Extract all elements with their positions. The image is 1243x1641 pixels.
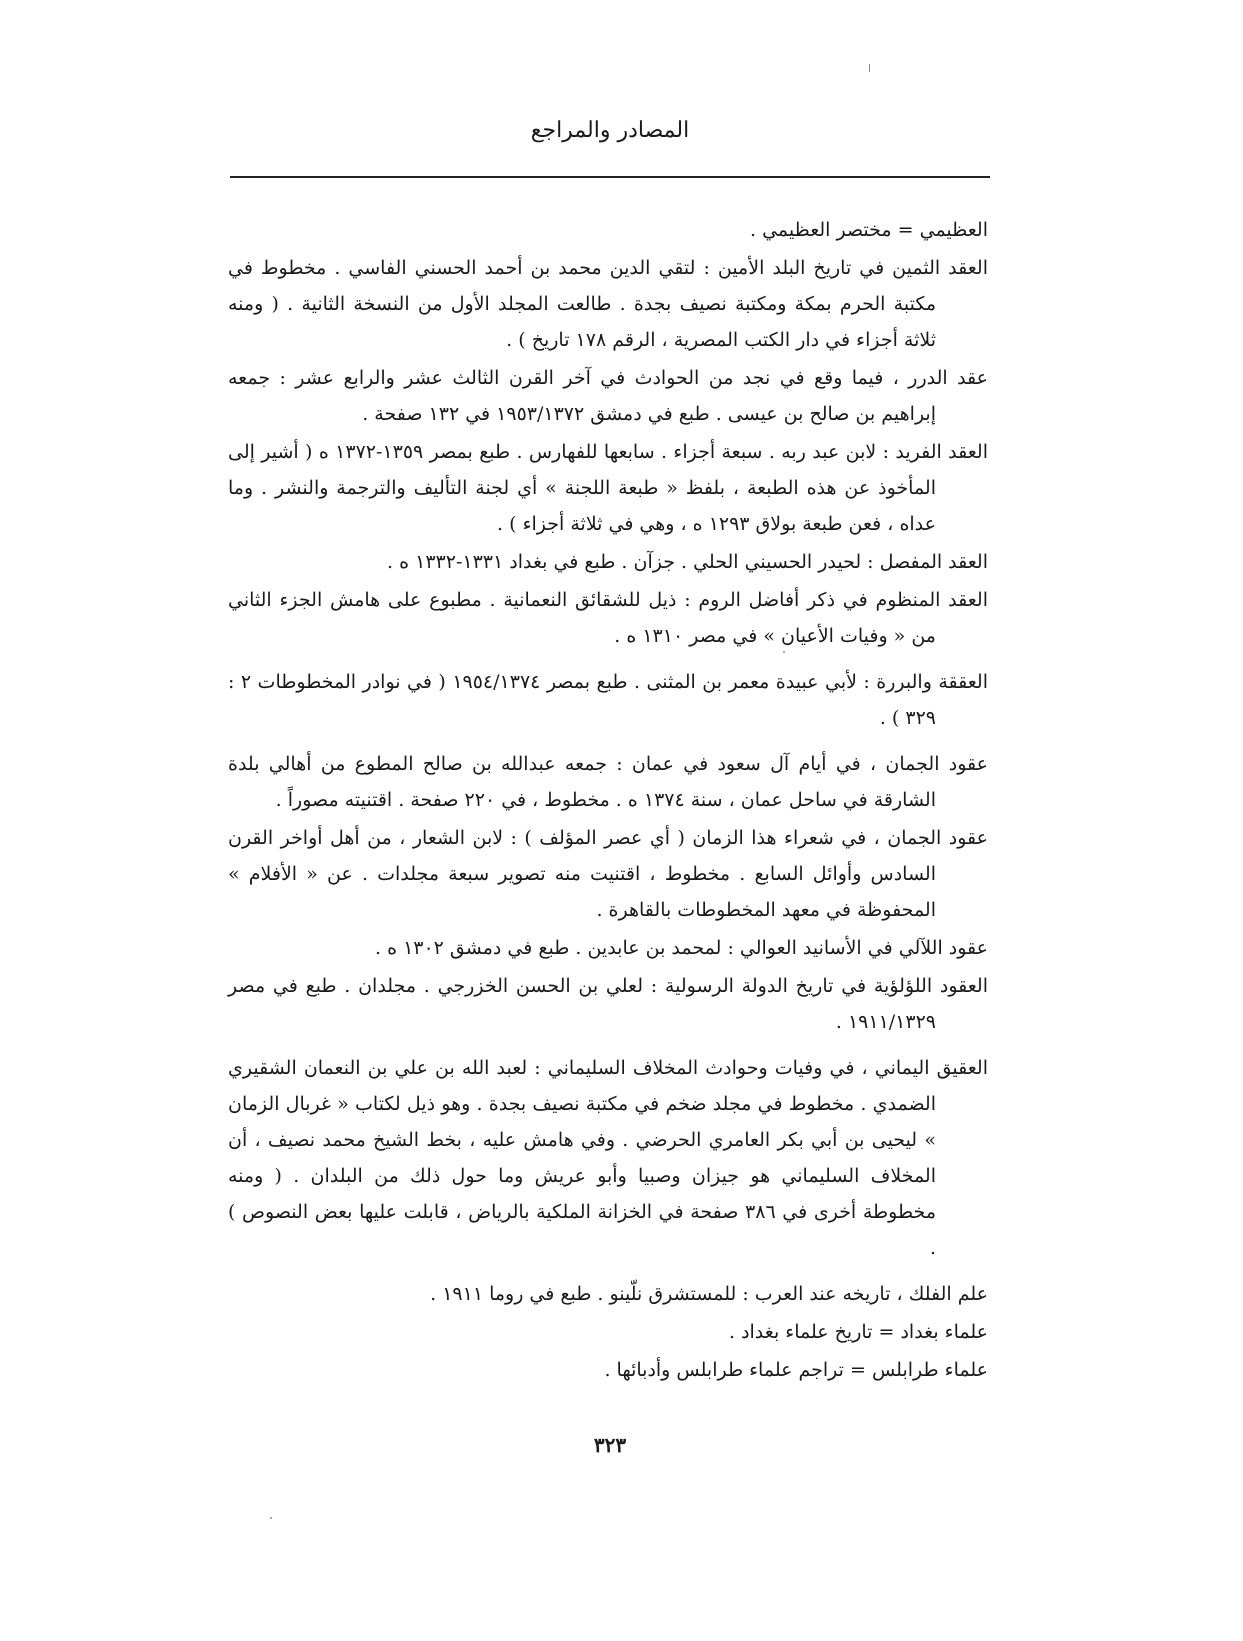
bibliography-entry-uqud-laali: عقود اللآلي في الأسانيد العوالي : لمحمد بن عابدين . طبع في دمشق ١٣٠٢ ه . [374,937,988,959]
bibliography-entry-iqd-thamin: العقد الثمين في تاريخ البلد الأمين : لتقي الدين محمد بن أحمد الحسني الفاسي . مخطوط في مكتبة الحرم بمكة ومكتبة نصيف بجدة . طالعت المجلد الأول من النسخة الثانية . ( ومنه ثلاثة أجزاء في دار الكتب المصرية ، الرقم ١٧٨ تاريخ ) . [228,257,988,351]
scan-speck [869,64,870,72]
bibliography-entry-iqd-durar: عقد الدرر ، فيما وقع في نجد من الحوادث في آخر القرن الثالث عشر والرابع عشر : جمعه إبراهيم بن صالح بن عيسى . طبع في دمشق ١٩٥٣/١٣٧٢ في ١٣٢ صفحة . [228,367,988,425]
bibliography-entry-uqud-juman-shuara: عقود الجمان ، في شعراء هذا الزمان ( أي عصر المؤلف ) : لابن الشعار ، من أهل أواخر القرن السادس وأوائل السابع . مخطوط ، اقتنيت منه تصوير سبعة مجلدات . عن « الأفلام » المحفوظة في معهد المخطوطات بالقاهرة . [228,827,988,921]
bibliography-entry-ulama-tarabulus: علماء طرابلس = تراجم علماء طرابلس وأدبائها . [604,1359,988,1381]
bibliography-entry-azimi: العظيمي = مختصر العظيمي . [749,219,988,241]
scan-speck [270,1517,272,1519]
bibliography-list [228,212,988,1390]
bibliography-entry-iqd-farid: العقد الفريد : لابن عبد ربه . سبعة أجزاء . سابعها للفهارس . طبع بمصر ١٣٥٩-١٣٧٢ ه ( أشير إلى المأخوذ عن هذه الطبعة ، بلفظ « طبعة اللجنة » أي لجنة التأليف والترجمة والنشر . وما عداه ، فعن طبعة بولاق ١٢٩٣ ه ، وهي في ثلاثة أجزاء ) . [228,441,988,535]
bibliography-entry-uqud-juman-saud: عقود الجمان ، في أيام آل سعود في عمان : جمعه عبدالله بن صالح المطوع من أهالي بلدة الشارقة في ساحل عمان ، سنة ١٣٧٤ ه . مخطوط ، في ٢٢٠ صفحة . اقتنيته مصوراً . [228,753,988,811]
bibliography-entry-ulama-baghdad: علماء بغداد = تاريخ علماء بغداد . [728,1321,988,1343]
bibliography-entry-aqiq-yamani: العقيق اليماني ، في وفيات وحوادث المخلاف السليماني : لعبد الله بن علي بن النعمان الشقيري الضمدي . مخطوط في مجلد ضخم في مكتبة نصيف بجدة . وهو ذيل لكتاب « غربال الزمان » ليحيى بن أبي بكر العامري الحرضي . وفي هامش عليه ، بخط الشيخ محمد نصيف ، أن المخلاف السليماني هو جيزان وصبيا وأبو عريش وما حول ذلك من البلدان . ( ومنه مخطوطة أخرى في ٣٨٦ صفحة في الخزانة الملكية بالرياض ، قابلت عليها بعض النصوص ) . [228,1057,988,1259]
scan-speck [783,651,785,653]
bibliography-entry-uqud-luluiya: العقود اللؤلؤية في تاريخ الدولة الرسولية : لعلي بن الحسن الخزرجي . مجلدان . طبع في مصر ١٩١١/١٣٢٩ . [228,975,988,1033]
bibliography-entry-iqd-mufassal: العقد المفصل : لحيدر الحسيني الحلي . جزآن . طبع في بغداد ١٣٣١-١٣٣٢ ه . [387,551,988,573]
header-rule [230,176,990,178]
running-header: المصادر والمراجع [530,118,690,143]
bibliography-entry-iqd-manzum: العقد المنظوم في ذكر أفاضل الروم : ذيل للشقائق النعمانية . مطبوع على هامش الجزء الثاني من « وفيات الأعيان » في مصر ١٣١٠ ه . [228,589,988,647]
bibliography-entry-ilm-falak: علم الفلك ، تاريخه عند العرب : للمستشرق نلّينو . طبع في روما ١٩١١ . [430,1283,988,1305]
page-number: ٣٢٣ [593,1433,627,1457]
bibliography-entry-aqaqa-barara: العققة والبررة : لأبي عبيدة معمر بن المثنى . طبع بمصر ١٩٥٤/١٣٧٤ ( في نوادر المخطوطات ٢ : ٣٢٩ ) . [228,671,988,729]
